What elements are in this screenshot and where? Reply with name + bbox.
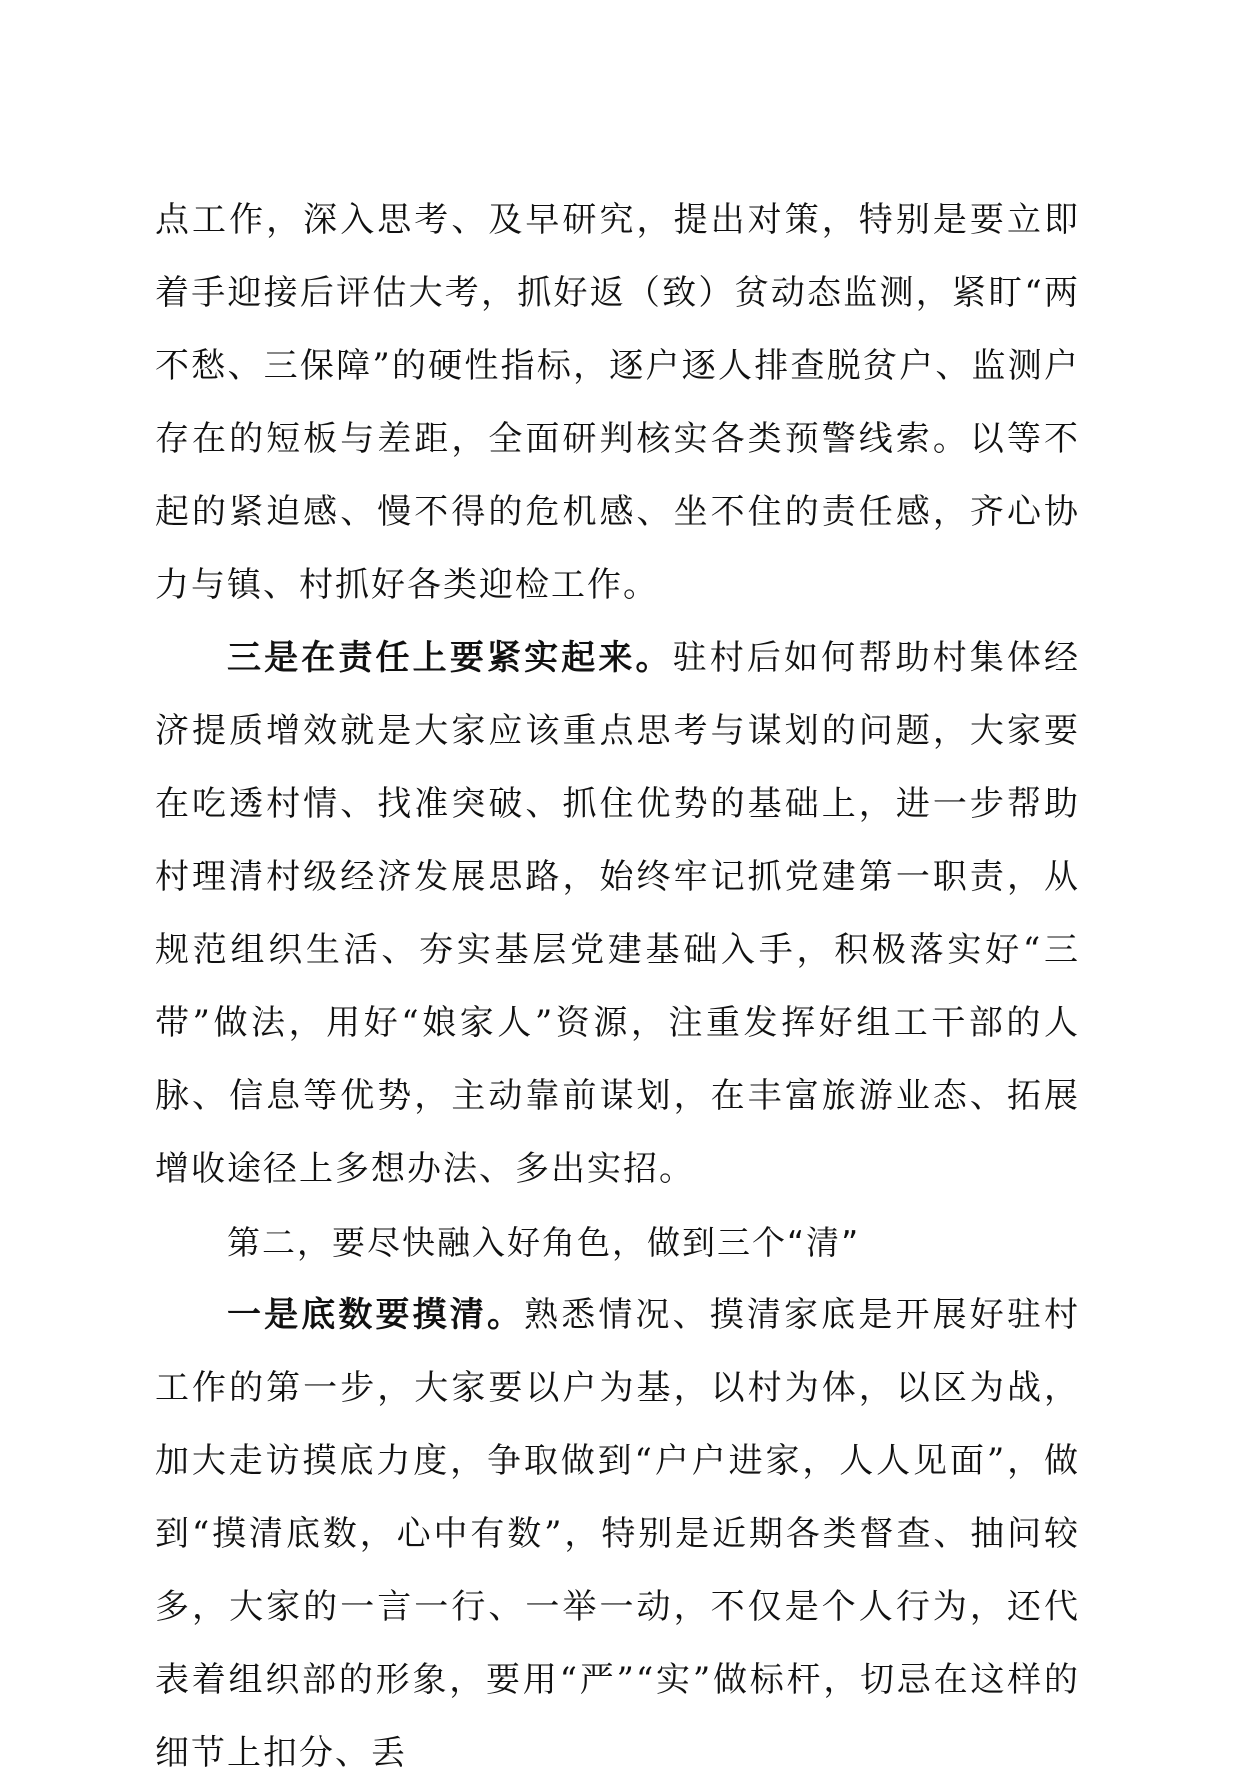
- paragraph-text: 驻村后如何帮助村集体经济提质增效就是大家应该重点思考与谋划的问题，大家要在吃透村情、找准突破、抓住优势的基础上，进一步帮助村理清村级经济发展思路，始终牢记抓党建第一职责，从规范组织生活、夯实基层党建基础入手，积极落实好“三带”做法，用好“娘家人”资源，注重发挥好组工干部的人脉、信息等优势，主动靠前谋划，在丰富旅游业态、拓展增收途径上多想办法、多出实招。: [155, 638, 1081, 1189]
- paragraph-lead: 一是底数要摸清。: [227, 1295, 525, 1335]
- section-heading: 第二，要尽快融入好角色，做到三个“清”: [227, 1223, 861, 1262]
- document-body: [155, 184, 1080, 1790]
- paragraph-text: 熟悉情况、摸清家底是开展好驻村工作的第一步，大家要以户为基，以村为体，以区为战，加大走访摸底力度，争取做到“户户进家，人人见面”，做到“摸清底数，心中有数”，特别是近期各类督查、抽问较多，大家的一言一行、一举一动，不仅是个人行为，还代表着组织部的形象，要用“严”“实”做标杆，切忌在这样的细节上扣分、丢: [155, 1295, 1081, 1773]
- paragraph-text: 点工作，深入思考、及早研究，提出对策，特别是要立即着手迎接后评估大考，抓好返（致）贫动态监测，紧盯“两不愁、三保障”的硬性指标，逐户逐人排查脱贫户、监测户存在的短板与差距，全面研判核实各类预警线索。以等不起的紧迫感、慢不得的危机感、坐不住的责任感，齐心协力与镇、村抓好各类迎检工作。: [155, 200, 1080, 605]
- paragraph-baseline: [155, 1279, 1080, 1790]
- paragraph-continuation: [155, 184, 1080, 622]
- paragraph-responsibility: [155, 622, 1080, 1206]
- paragraph-lead: 三是在责任上要紧实起来。: [227, 638, 673, 678]
